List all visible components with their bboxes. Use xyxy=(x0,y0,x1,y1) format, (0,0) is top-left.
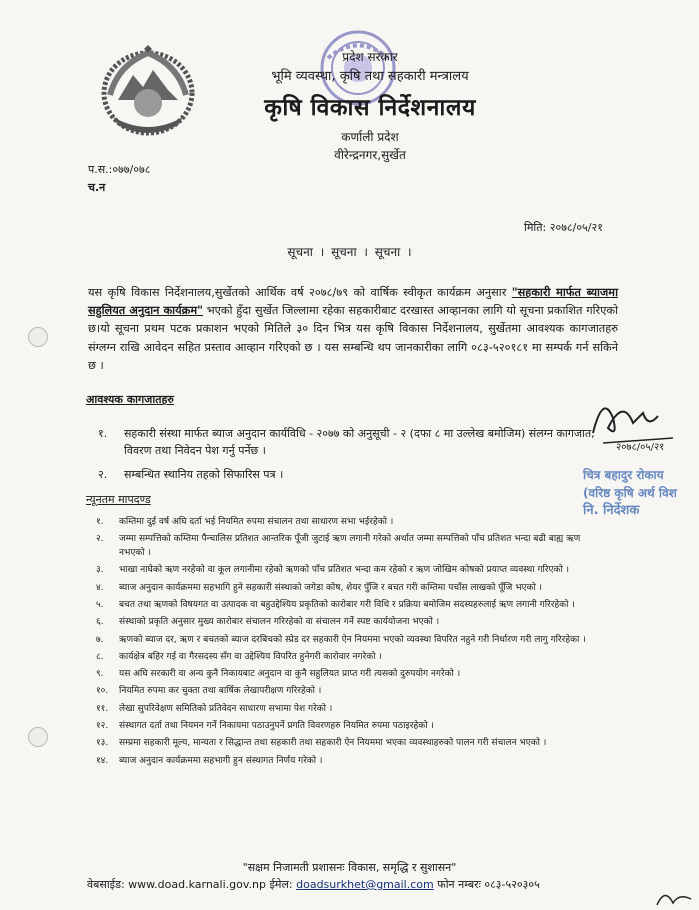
list-item xyxy=(96,703,601,717)
list-item-text: भाखा नाघेको ऋण नरहेको वा कूल लगानीमा रहेको ऋणको पाँच प्रतिशत भन्दा कम रहेको र ऋण जोखिम कोषको प्रयाप्त व्यवस्था गरिएको । xyxy=(119,565,570,576)
list-item-text: संस्थाको प्रकृति अनुसार मुख्य कारोबार संचालन गरिरहेको वा संचालन गर्ने स्पष्ट कार्ययोजना भएको । xyxy=(119,617,440,628)
list-item-text: ऋणको ब्याज दर, ऋण र बचतको ब्याज दरबिचको स्प्रेड दर सहकारी ऐन नियममा भएको व्यवस्था विपरित नहुने गरी निर्धारण गरी लागु गरिरहेका । xyxy=(119,634,586,645)
list-item-number: २. xyxy=(96,534,104,545)
list-item xyxy=(96,599,601,613)
initials-mark-icon xyxy=(655,885,695,910)
list-item-text: लेखा सुपरिवेक्षण समितिको प्रतिवेदन साधारण सभामा पेश गरेको । xyxy=(119,703,333,714)
list-item-number: ३. xyxy=(96,565,104,576)
list-item xyxy=(96,516,601,530)
officer-title: (वरिष्ठ कृषि अर्थ विश xyxy=(583,486,677,500)
list-item xyxy=(96,616,601,630)
list-item xyxy=(98,466,598,483)
notice-title: सूचना । सूचना । सूचना । xyxy=(287,245,412,259)
notice-date: मिति: २०७८/०५/२१ xyxy=(524,221,603,234)
paragraph-body: भएको हुँदा सुर्खेत जिल्लामा रहेका सहकारीबाट दरखास्त आव्हानका लागि यो सूचना प्रकाशित गरिएको छ।यो सूचना प्रथम पटक प्रकाशन भएको मितिले ३० दिन भित्र यस कृषि विकास निर्देशनालय, सुर्खेतमा आवश्यक कागजातहरु संग्लग्न राखि आवेदन सहित प्रस्ताव आव्हान गरिएको छ । यस सम्बन्धि थप जानकारीका लागि ०८३-५२०१८१ मा सम्पर्क गर्न सकिने छ । xyxy=(88,304,618,372)
punch-hole xyxy=(28,327,48,347)
list-item xyxy=(96,720,601,734)
list-item xyxy=(96,533,601,561)
list-item-text: सम्बन्धित स्थानिय तहको सिफारिस पत्र । xyxy=(124,468,284,481)
list-item-number: १४. xyxy=(96,755,109,766)
list-item-text: ब्याज अनुदान कार्यक्रममा सहभागि हुने सहकारी संस्थाको जगेडा कोष, शेयर पुँजि र बचत गरी कम्तिमा पचाँस लाखको पूँजि भएको । xyxy=(119,582,543,593)
phone-number: ०८३-५२०३०५ xyxy=(484,878,540,891)
email-label: ईमेल: xyxy=(265,878,297,891)
list-item-number: ५. xyxy=(96,599,104,610)
nepal-emblem-icon xyxy=(98,45,198,137)
dispatch-number: च.न xyxy=(88,181,106,194)
letter-reference-number: प.स.:०७७/०७८ xyxy=(88,163,151,176)
list-item-text: यस अघि सरकारी वा अन्य कुनै निकायबाट अनुदान वा कुनै सहुलियत प्राप्त गरी त्यसको दुरुपयोग नगरेको । xyxy=(119,669,461,680)
phone-label: फोन नम्बरः xyxy=(433,878,485,891)
footer-slogan: "सक्षम निजामती प्रशासनः विकास, समृद्धि र सुशासन" xyxy=(242,861,457,874)
list-item xyxy=(96,685,601,699)
list-item xyxy=(96,582,601,596)
list-item xyxy=(96,737,601,751)
list-item-number: ११. xyxy=(96,703,109,714)
paragraph-intro: यस कृषि विकास निर्देशनालय,सुर्खेतको आर्थिक वर्ष २०७८/७९ को वार्षिक स्वीकृत कार्यक्रम अनुसार xyxy=(88,286,512,299)
list-item xyxy=(96,755,601,769)
criteria-heading: न्यूनतम मापदण्ड xyxy=(86,493,151,506)
website-link[interactable]: www.doad.karnali.gov.np xyxy=(128,878,266,891)
header-address: वीरेन्द्रनगर,सुर्खेत xyxy=(334,148,406,162)
notice-paragraph xyxy=(88,284,618,375)
email-link[interactable]: doadsurkhet@gmail.com xyxy=(296,878,434,891)
list-item-number: १०. xyxy=(96,686,109,697)
officer-role: नि. निर्देशक xyxy=(583,503,640,518)
list-item xyxy=(96,564,601,578)
header-government: प्रदेश सरकार xyxy=(342,50,398,64)
documents-heading: आवश्यक कागजातहरु xyxy=(86,393,174,406)
list-item xyxy=(98,425,598,459)
list-item-text: नियमित रुपमा कर चुक्ता तथा बार्षिक लेखापरीक्षण गरिरहेको । xyxy=(119,686,322,697)
list-item-number: ६. xyxy=(96,617,104,628)
list-item-text: सम्प्रमा सहकारी मूल्य, मान्यता र सिद्धान्त तथा सहकारी तथा सहकारी ऐन नियममा भएका व्यवस्थाहरुको पालन गरी संचालन भएको । xyxy=(119,738,547,749)
list-item-text: बचत तथा ऋणको विषयगत वा उत्पादक वा बहुउद्देश्यिय प्रकृतिको कारोबार गरी विधि र प्रक्रिया बमोजिम सदस्यहरुलाई ऋण लगानी गरिरहेको । xyxy=(119,599,575,610)
officer-stamp xyxy=(583,466,699,520)
footer-contact xyxy=(87,877,540,892)
signature-icon xyxy=(588,388,678,458)
list-item xyxy=(96,668,601,682)
officer-name: चित्र बहादुर रोकाय xyxy=(583,468,664,482)
website-label: वेबसाईड: xyxy=(87,878,129,891)
list-item-number: १३. xyxy=(96,738,109,749)
list-item-text: संस्थागत दर्ता तथा नियमन गर्ने निकायमा पठाउनुपर्ने प्रगति विवरणहरु नियमित रुपमा पठाइरहेको । xyxy=(119,721,434,732)
header-ministry: भूमि व्यवस्था, कृषि तथा सहकारी मन्त्रालय xyxy=(271,69,469,84)
list-item-text: जम्मा सम्पत्तिको कम्तिमा पैन्चालिस प्रतिशत आन्तरिक पूँजी जुटाई ऋण लगानी गरेको अर्थात जम्मा सम्पत्तिको पाँच प्रतिशत भन्दा बढी बाह्य ऋण नभएको । xyxy=(119,534,581,559)
header-directorate: कृषि विकास निर्देशनालय xyxy=(264,95,476,121)
list-item xyxy=(96,634,601,648)
documents-list xyxy=(98,425,598,483)
punch-hole xyxy=(28,727,48,747)
list-item-text: कार्यक्षेत्र बहिर गई वा गैरसदस्य सँग वा उद्देश्यिय विपरित हुनेगरी कारोवार नगरेको । xyxy=(119,651,382,662)
list-item-text: कम्तिमा दुई वर्ष अघि दर्ता भई नियमित रुपमा संचालन तथा साधारण सभा भईरहेको । xyxy=(119,517,394,527)
list-item-number: १. xyxy=(98,427,108,440)
list-item-number: ८. xyxy=(96,651,104,662)
list-item-number: २. xyxy=(98,468,108,481)
list-item-number: ९. xyxy=(96,669,104,680)
header-province: कर्णाली प्रदेश xyxy=(341,130,399,144)
list-item-number: १. xyxy=(96,517,104,527)
list-item-text: सहकारी संस्था मार्फत ब्याज अनुदान कार्यविधि - २०७७ को अनुसूची - २ (दफा ८ मा उल्लेख बमोजिम) संलग्न कागजात, विवरण तथा निवेदन पेश गर्नु पर्नेछ । xyxy=(124,427,595,457)
list-item-text: ब्याज अनुदान कार्यक्रममा सहभागी हुन संस्थागत निर्णय गरेको । xyxy=(119,755,323,766)
list-item xyxy=(96,651,601,665)
program-name: "सहकारी मार्फत ब्याजमा सहुलियत अनुदान कार्यक्रम" xyxy=(88,286,618,318)
list-item-number: ४. xyxy=(96,582,104,593)
list-item-number: ७. xyxy=(96,634,104,645)
list-item-number: १२. xyxy=(96,721,109,732)
signature-date: २०७८/०५/२१ xyxy=(616,442,665,453)
criteria-list xyxy=(96,516,601,772)
